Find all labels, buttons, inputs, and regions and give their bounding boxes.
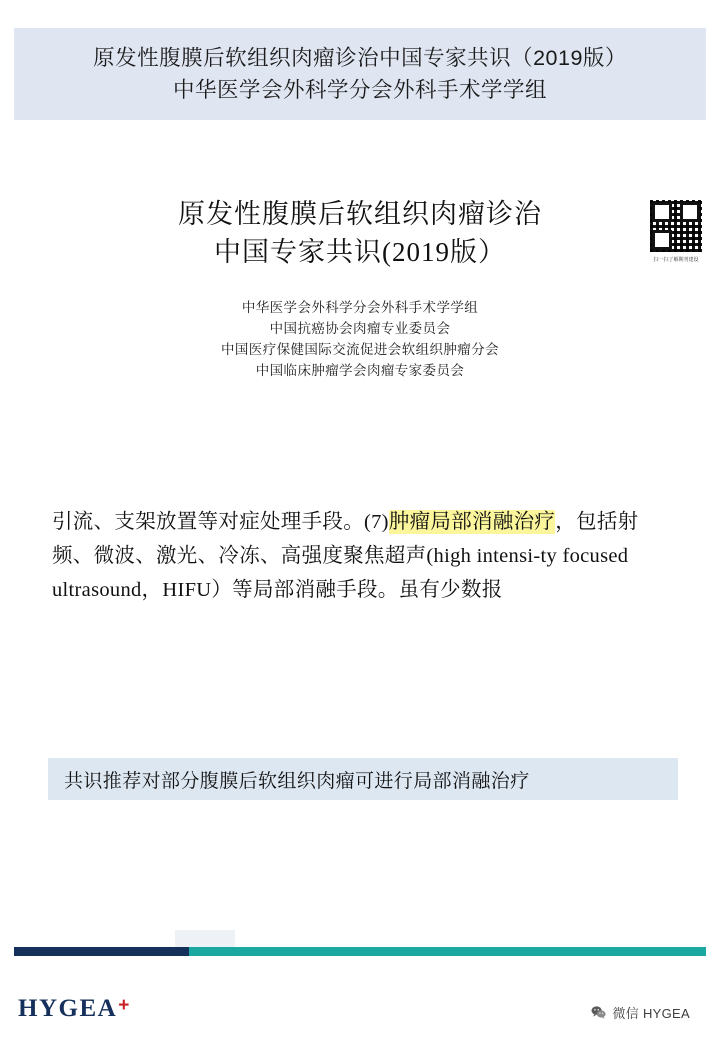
- qr-code-icon: [650, 200, 702, 252]
- brand-logo-text: HYGEA: [18, 995, 118, 1022]
- paragraph-before-highlight: 引流、支架放置等对症处理手段。(7): [52, 511, 389, 533]
- paragraph-highlight: 肿瘤局部消融治疗: [388, 511, 556, 533]
- wechat-label: 微信 HYGEA: [612, 1006, 690, 1021]
- document-paragraph: [52, 505, 676, 607]
- header-banner: [14, 28, 706, 120]
- header-title-line-2: 中华医学会外科学分会外科手术学学组: [172, 78, 547, 102]
- author-org-2: 中国抗癌协会肉瘤专业委员会: [269, 321, 451, 336]
- footer-faint-block: [175, 930, 235, 948]
- document-authors: [120, 297, 600, 381]
- footer-bar-navy: [14, 947, 189, 956]
- qr-code-caption: 扫一扫了解期刊建设: [653, 257, 699, 263]
- header-title-line-1: 原发性腹膜后软组织肉瘤诊治中国专家共识（2019版）: [93, 46, 627, 70]
- footer-bar-teal: [189, 947, 706, 956]
- qr-corner-top-left: [652, 202, 672, 222]
- author-org-1: 中华医学会外科学分会外科手术学学组: [241, 300, 479, 315]
- qr-corner-bottom-left: [652, 230, 672, 250]
- wechat-icon: [591, 1006, 606, 1019]
- qr-corner-top-right: [680, 202, 700, 222]
- brand-logo: [18, 995, 129, 1023]
- wechat-footer: [591, 1003, 690, 1022]
- document-figure: [120, 195, 600, 381]
- author-org-4: 中国临床肿瘤学会肉瘤专家委员会: [255, 363, 465, 378]
- brand-logo-cross-icon: +: [118, 995, 130, 1016]
- conclusion-callout-text: 共识推荐对部分腹膜后软组织肉瘤可进行局部消融治疗: [64, 770, 530, 792]
- author-org-3: 中国医疗保健国际交流促进会软组织肿瘤分会: [221, 342, 499, 357]
- conclusion-callout: [48, 758, 678, 800]
- document-title-line-2: 中国专家共识(2019版）: [214, 237, 506, 267]
- paragraph-after-highlight: ，包括射频、微波、激光、冷冻、高强度聚焦超声(high intensi-ty focused ultrasound，HIFU）等局部消融手段。虽有少数报: [52, 511, 639, 601]
- document-title-line-1: 原发性腹膜后软组织肉瘤诊治: [178, 199, 542, 229]
